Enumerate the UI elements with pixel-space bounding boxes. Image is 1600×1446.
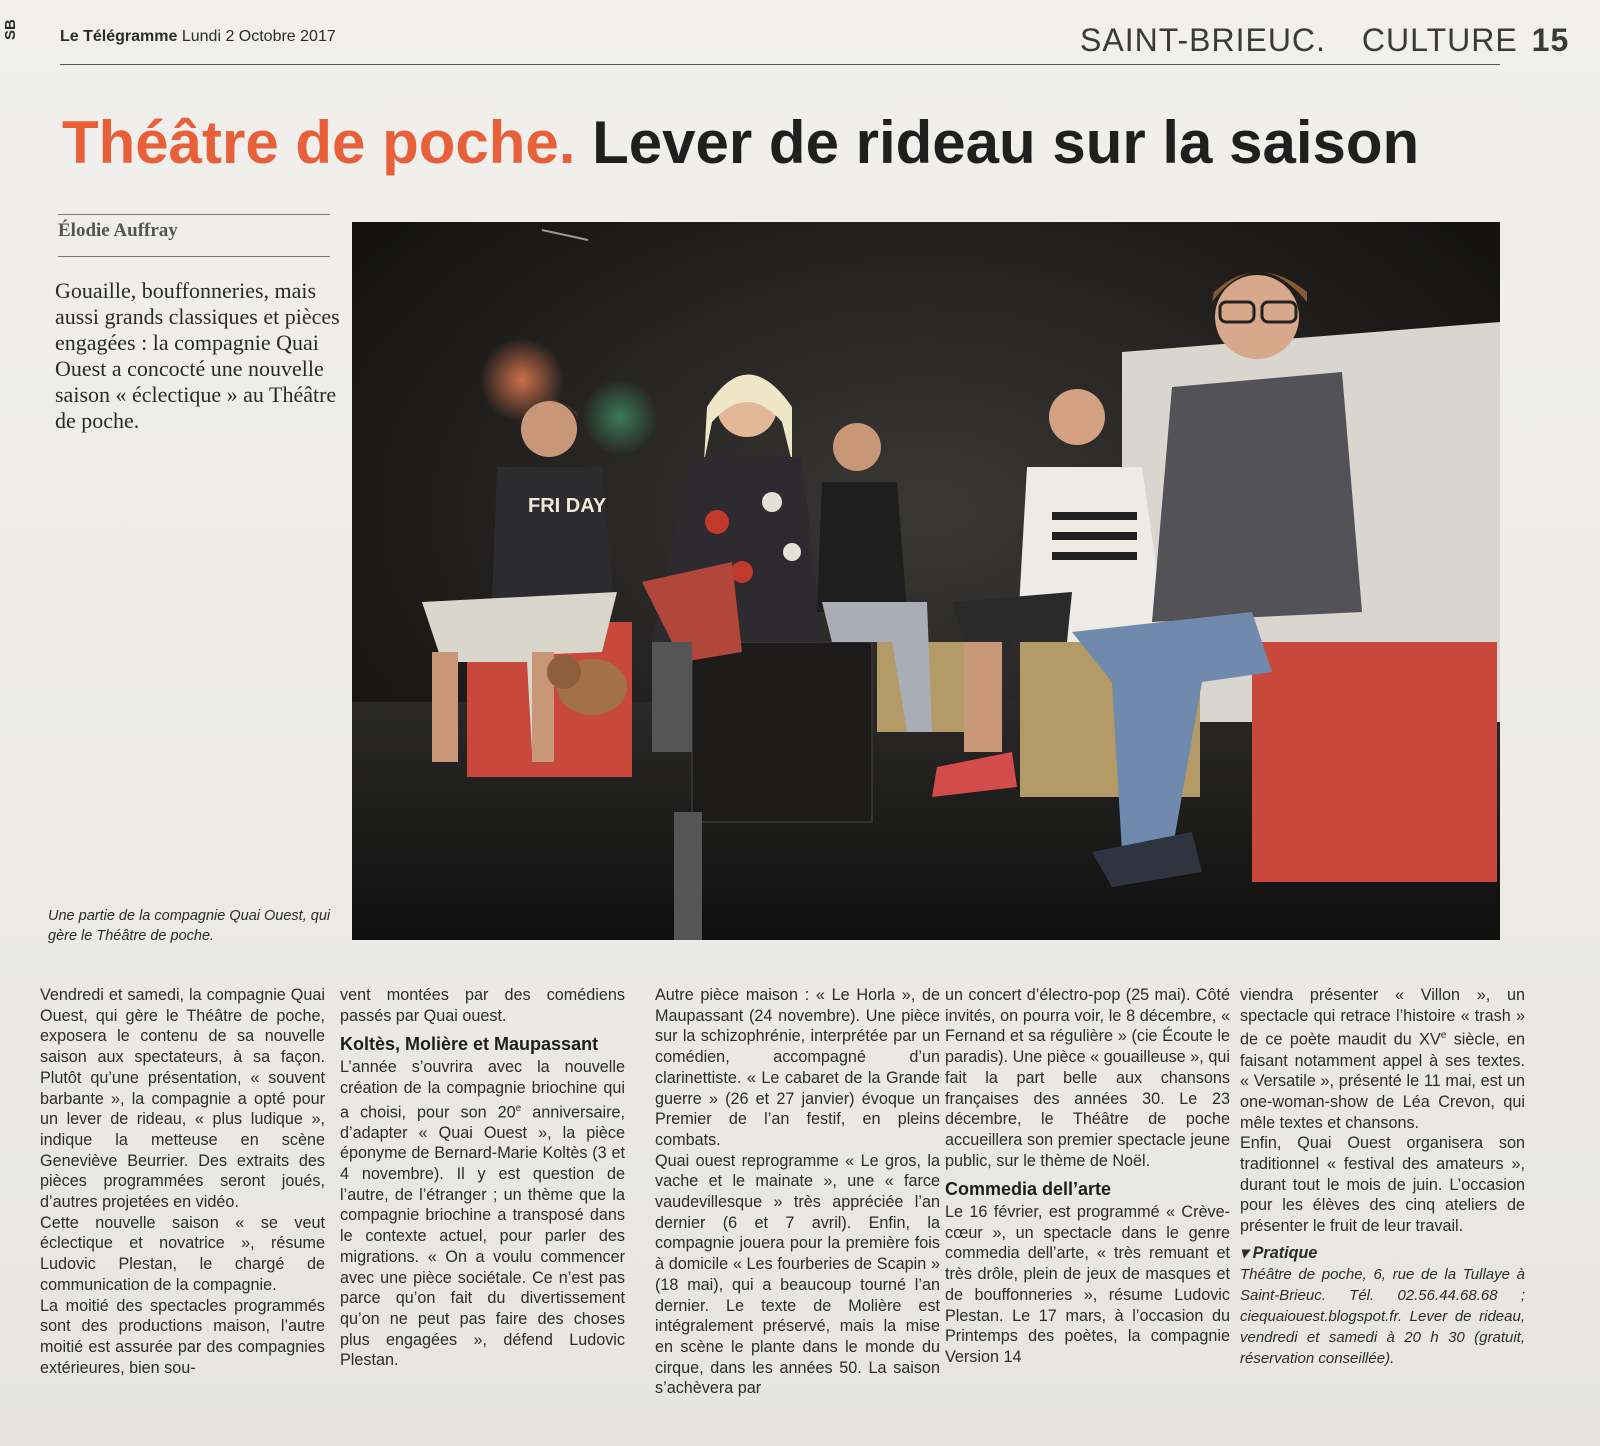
top-rule (60, 64, 1500, 65)
paragraph: Quai ouest reprogramme « Le gros, la vache et le mainate », une « farce vaudevillesque » très appréciée l’an dernier (6 et 7 avril). Enfin, la compagnie jouera pour la première fois à domicile « Les fourberies de Scapin » (18 mai), qui a beaucoup tourné l’an dernier. Le texte de Molière est intégralement préservé, mais la mise en scène le plante dans le monde du cirque, dans les années 50. La saison s’achèvera par (655, 1151, 940, 1398)
article-column-2 (340, 985, 625, 1371)
photo-caption: Une partie de la compagnie Quai Ouest, qui gère le Théâtre de poche. (48, 908, 331, 944)
author-byline: Élodie Auffray (58, 220, 178, 241)
text-run: anniversaire, d’adapter « Quai Ouest », la pièce éponyme de Bernard-Marie Koltès (3 et 4 novembre). Il y est question de l’autre, de l’étranger ; un thème que la compagnie briochine a transposé dans le contexte actuel, pour parler des migrations. « On a voulu commencer avec une pièce sociétale. Ce n’est pas parce qu’on fait du divertissement qu’on ne peut pas faire des choses plus engagées », défend Ludovic Plestan. (340, 1102, 625, 1370)
paragraph: La moitié des spectacles programmés sont des productions maison, l’autre moitié est assurée par des compagnies extérieures, bien sou- (40, 1296, 325, 1377)
article-column-1 (40, 985, 325, 1378)
paragraph: Le 16 février, est programmé « Crève-cœur », un spectacle dans le genre commedia dell’arte, « très remuant et très drôle, plein de jeux de masques et de bouffonneries », résume Ludovic Plestan. Le 17 mars, à l’occasion du Printemps des poètes, la compagnie Version 14 (945, 1203, 1230, 1366)
text-run: viendra présenter « Villon », un spectacle qui retrace l’histoire « trash » de ce poète maudit du XV (1240, 986, 1525, 1049)
paragraph (1240, 985, 1525, 1133)
newspaper-name: Le Télégramme (60, 28, 178, 45)
section-header (1080, 22, 1569, 59)
issue-date: Lundi 2 Octobre 2017 (181, 28, 336, 45)
paragraph: Autre pièce maison : « Le Horla », de Maupassant (24 novembre). Une pièce sur la schizophrénie, interprétée par un comédien, accompagné d’un clarinettiste. « Le cabaret de la Grande guerre » (26 et 27 janvier) évoque un Premier de l’an festif, en pleins combats. (655, 986, 940, 1149)
paragraph: Enfin, Quai Ouest organisera son traditionnel « festival des amateurs », durant tout le mois de juin. L’occasion pour les élèves des cinq ateliers de présenter le fruit de leur travail. (1240, 1134, 1525, 1236)
byline-rule-bottom (58, 256, 330, 257)
pratique-label: ▾ Pratique (1240, 1243, 1318, 1262)
text-run: L’année s’ouvrira avec la nouvelle création de la compagnie briochine qui a choisi, pour son 20 (340, 1058, 625, 1121)
headline (62, 108, 1419, 177)
page-number: 15 (1531, 22, 1570, 58)
article-column-5 (1240, 985, 1525, 1369)
article-column-3 (655, 985, 940, 1399)
shirt-print: FRI DAY (528, 495, 607, 517)
paragraph (340, 1057, 625, 1371)
masthead (60, 28, 336, 46)
article-lead: Gouaille, bouffonneries, mais aussi grands classiques et pièces engagées : la compagnie Quai Ouest a concocté une nouvelle saison « éclectique » au Théâtre de poche. (55, 278, 340, 433)
superscript: e (1440, 1030, 1447, 1042)
city-label: SAINT-BRIEUC. (1080, 22, 1326, 58)
paragraph: un concert d’électro-pop (25 mai). Côté invités, on pourra voir, le 8 décembre, « Fernand et sa régulière » (cie Écoute le paradis). Une pièce « gouailleuse », qui fait la part belle aux chansons françaises des années 30. Le 23 décembre, le Théâtre de poche accueillera son premier spectacle jeune public, sur le thème de Noël. (945, 986, 1230, 1170)
article-photo (352, 222, 1500, 940)
byline-rule-top (58, 214, 330, 215)
subheading: Commedia dell’arte (945, 1179, 1112, 1200)
superscript: e (515, 1102, 522, 1114)
paragraph: vent montées par des comédiens passés par Quai ouest. (340, 986, 625, 1025)
headline-kicker: Théâtre de poche. (62, 109, 576, 176)
section-label: CULTURE (1361, 22, 1518, 58)
article-column-4 (945, 985, 1230, 1368)
subheading: Koltès, Molière et Maupassant (340, 1034, 599, 1055)
stage-photo-illustration (352, 222, 1500, 940)
pratique-info: Théâtre de poche, 6, rue de la Tullaye à Saint-Brieuc. Tél. 02.56.44.68.68 ; ciequaiouest.blogspot.fr. Lever de rideau, vendredi et samedi à 20 h 30 (gratuit, réservation conseillée). (1240, 1265, 1525, 1367)
text-run: siècle, en faisant notamment appel à ses textes. « Versatile », présenté le 11 mai, est un one-woman-show de Léa Crevon, qui mêle textes et chansons. (1240, 1030, 1525, 1132)
paragraph: Cette nouvelle saison « se veut éclectique et novatrice », résume Ludovic Plestan, le chargé de communication de la compagnie. (40, 1213, 325, 1294)
edition-code: SB (2, 19, 19, 40)
paragraph: Vendredi et samedi, la compagnie Quai Ouest, qui gère le Théâtre de poche, exposera le contenu de sa nouvelle saison aux spectateurs, à sa façon. Plutôt qu’une présentation, « souvent barbante », la compagnie a opté pour un lever de rideau, « plus ludique », indique la metteuse en scène Geneviève Beurrier. Des extraits des pièces programmées seront joués, d’autres projetées en vidéo. (40, 986, 325, 1212)
headline-title: Lever de rideau sur la saison (592, 109, 1420, 176)
